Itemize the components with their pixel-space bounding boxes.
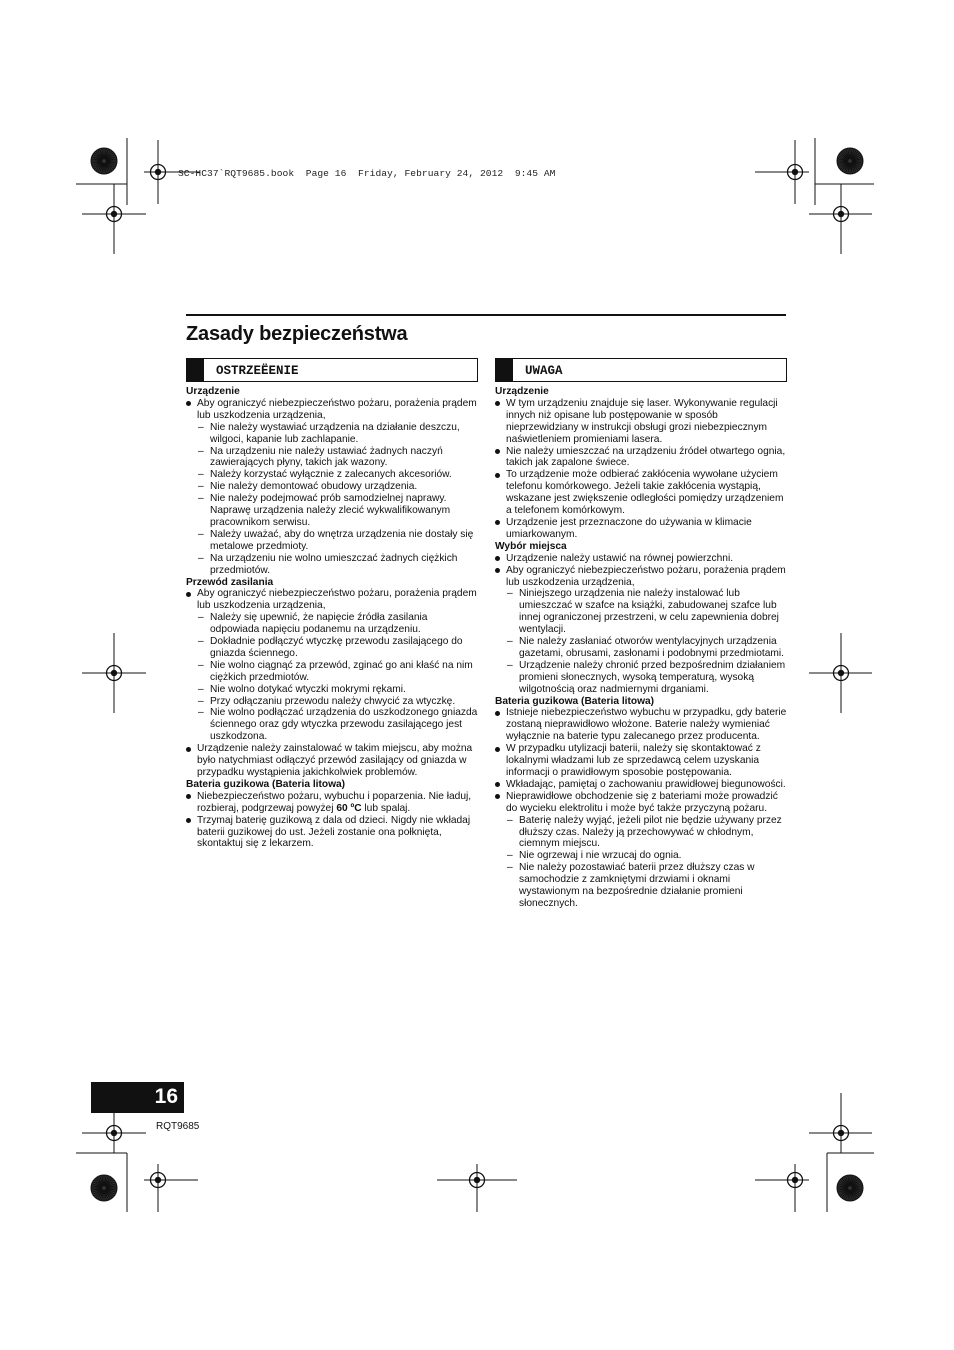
dash-icon: – [507, 862, 513, 874]
bullet-text: Aby ograniczyć niebezpieczeństwo pożaru, porażenia prądem lub uszkodzenia urządzenia, [197, 588, 477, 612]
dash-item [186, 707, 478, 743]
caution-column [495, 358, 787, 910]
dash-icon: – [507, 659, 513, 671]
bullet-item [186, 743, 478, 779]
dash-icon: – [507, 588, 513, 600]
dash-text: Nie wolno dotykać wtyczki mokrymi rękami. [210, 683, 406, 695]
bullet-item [495, 565, 787, 589]
section-heading: Bateria guzikowa (Bateria litowa) [186, 778, 346, 790]
dash-text: Nie należy zasłaniać otworów wentylacyjnych urządzenia gazetami, obrusami, zasłonami i podobnymi przedmiotami. [519, 636, 784, 659]
bullet-text: Urządzenie jest przeznaczone do używania w klimacie umiarkowanym. [506, 516, 752, 540]
bullet-text: W przypadku utylizacji baterii, należy się skontaktować z lokalnymi władzami lub ze sprzedawcą celem uzyskania informacji o prawidłowym sposobie postępowania. [506, 743, 761, 778]
section-heading: Bateria guzikowa (Bateria litowa) [495, 695, 655, 707]
bullet-icon [495, 794, 500, 799]
dash-text: Nie ogrzewaj i nie wrzucaj do ognia. [519, 850, 682, 862]
dash-icon: – [198, 636, 204, 648]
bullet-text: Urządzenie należy ustawić na równej powierzchni. [506, 552, 734, 564]
dash-icon: – [198, 707, 204, 719]
dash-icon: – [198, 683, 204, 695]
bullet-icon [186, 818, 191, 823]
bullet-item [495, 791, 787, 815]
bullet-text: Aby ograniczyć niebezpieczeństwo pożaru, porażenia prądem lub uszkodzenia urządzenia, [506, 564, 786, 588]
bullet-text: Nie należy umieszczać na urządzeniu źródeł otwartego ognia, takich jak zapalone świece. [506, 445, 786, 469]
bullet-text: To urządzenie może odbierać zakłócenia wywołane użyciem telefonu komórkowego. Jeżeli takie zakłócenia wystąpią, wskazane jest zwiększenie odległości pomiędzy urządzeniem a telefonem komórkowym. [506, 469, 784, 517]
bullet-text: Niebezpieczeństwo pożaru, wybuchu i poparzenia. Nie ładuj, rozbieraj, podgrzewaj powyżej [197, 790, 472, 814]
dash-item [495, 862, 787, 910]
dash-item [186, 553, 478, 577]
bullet-item [495, 707, 787, 743]
dash-icon: – [198, 493, 204, 505]
bullet-item [495, 398, 787, 446]
bullet-icon [186, 401, 191, 406]
page-number-box [91, 1082, 184, 1113]
dash-item [186, 696, 478, 708]
bullet-item [186, 791, 478, 815]
dash-icon: – [198, 445, 204, 457]
dash-item [495, 850, 787, 862]
dash-item [186, 422, 478, 446]
bullet-icon [495, 568, 500, 573]
dash-item [186, 493, 478, 529]
warning-header: OSTRZEËENIE [216, 364, 299, 378]
bullet-icon [495, 711, 500, 716]
caution-header: UWAGA [525, 364, 563, 378]
dash-icon: – [198, 659, 204, 671]
bullet-icon [186, 592, 191, 597]
bullet-text-tail: lub spalaj. [361, 802, 411, 814]
dash-text: Baterię należy wyjąć, jeżeli pilot nie będzie używany przez dłuższy czas. Należy ją przechowywać w chłodnym, ciemnym miejscu. [519, 814, 782, 850]
dash-icon: – [198, 421, 204, 433]
bullet-icon [495, 401, 500, 406]
dash-icon: – [198, 552, 204, 564]
model-code: RQT9685 [156, 1121, 200, 1132]
bullet-text: Urządzenie należy zainstalować w takim miejscu, aby można było natychmiast odłączyć przewód zasilający od gniazda w przypadku wystąpienia jakichkolwiek problemów. [197, 743, 473, 778]
dash-item [186, 529, 478, 553]
dash-icon: – [198, 612, 204, 624]
bullet-icon [186, 794, 191, 799]
bullet-text: Wkładając, pamiętaj o zachowaniu prawidłowej biegunowości. [506, 778, 786, 790]
bullet-text: Aby ograniczyć niebezpieczeństwo pożaru, porażenia prądem lub uszkodzenia urządzenia, [197, 397, 477, 421]
caution-header-box [495, 358, 787, 382]
bullet-icon [495, 782, 500, 787]
dash-text: Nie należy podejmować prób samodzielnej naprawy. Naprawę urządzenia należy zlecić wykwalifikowanym pracownikom serwisu. [210, 493, 451, 528]
dash-item [495, 636, 787, 660]
section-heading: Urządzenie [495, 386, 549, 397]
warning-header-box [186, 358, 478, 382]
dash-item [186, 446, 478, 470]
dash-item [495, 588, 787, 636]
dash-icon: – [198, 528, 204, 540]
dash-icon: – [507, 636, 513, 648]
dash-text: Urządzenie należy chronić przed bezpośrednim działaniem promieni słonecznych, wysoką temperaturą, wysoką wilgotnością oraz nadmiernymi drganiami. [519, 659, 786, 695]
dash-text: Nie wolno podłączać urządzenia do uszkodzonego gniazda ściennego oraz gdy wtyczka przewodu zasilającego jest uszkodzona. [210, 707, 478, 743]
dash-text: Nie wolno ciągnąć za przewód, zginać go ani kłaść na nim ciężkich przedmiotów. [210, 659, 473, 683]
dash-item [186, 684, 478, 696]
bullet-text: W tym urządzeniu znajduje się laser. Wykonywanie regulacji innych niż opisane lub postępowanie w sposób nieprzewidziany w instrukcji obsługi grozi niebezpiecznym naświetleniem promieniami lasera. [506, 397, 778, 445]
bullet-item [186, 588, 478, 612]
warning-column [186, 358, 478, 850]
section-heading: Przewód zasilania [186, 576, 274, 588]
dash-item [495, 815, 787, 851]
bullet-item [186, 398, 478, 422]
bullet-icon [495, 556, 500, 561]
page-title: Zasady bezpieczeństwa [186, 323, 408, 345]
bullet-item [186, 815, 478, 851]
title-rule [186, 314, 786, 316]
caution-content [495, 386, 787, 910]
dash-item [495, 660, 787, 696]
dash-text: Przy odłączaniu przewodu należy chwycić za wtyczkę. [210, 695, 456, 707]
bullet-icon [495, 520, 500, 525]
dash-text: Nie należy wystawiać urządzenia na działanie deszczu, wilgoci, kapanie lub zachlapanie. [210, 421, 460, 445]
dash-text: Na urządzeniu nie wolno umieszczać żadnych ciężkich przedmiotów. [210, 552, 458, 576]
section-heading: Wybór miejsca [495, 540, 567, 552]
dash-text: Nie należy pozostawiać baterii przez dłuższy czas w samochodzie z zamkniętymi drzwiami i oknami wystawionym na bezpośrednie działanie promieni słonecznych. [519, 862, 755, 909]
dash-icon: – [198, 481, 204, 493]
dash-item [186, 660, 478, 684]
bullet-icon [495, 747, 500, 752]
dash-item [186, 636, 478, 660]
dash-item [186, 612, 478, 636]
section-heading: Urządzenie [186, 386, 240, 397]
dash-item [186, 481, 478, 493]
bullet-item [495, 743, 787, 779]
bullet-icon [186, 747, 191, 752]
bullet-item [495, 446, 787, 470]
bullet-icon [495, 449, 500, 454]
dash-icon: – [198, 695, 204, 707]
warning-content [186, 386, 478, 850]
header-marker [187, 359, 204, 381]
bullet-item [495, 779, 787, 791]
book-header: SC-HC37`RQT9685.book Page 16 Friday, February 24, 2012 9:45 AM [178, 168, 556, 179]
bold-value: 60 ºC [336, 802, 362, 814]
dash-text: Należy się upewnić, że napięcie źródła zasilania odpowiada napięciu podanemu na urządzeniu. [210, 612, 428, 636]
bullet-icon [495, 473, 500, 478]
dash-text: Należy korzystać wyłącznie z zalecanych akcesoriów. [210, 469, 452, 481]
dash-icon: – [507, 814, 513, 826]
dash-icon: – [507, 850, 513, 862]
dash-text: Nie należy demontować obudowy urządzenia. [210, 481, 418, 493]
bullet-item [495, 553, 787, 565]
dash-text: Dokładnie podłączyć wtyczkę przewodu zasilającego do gniazda ściennego. [210, 636, 463, 659]
bullet-text: Trzymaj baterię guzikową z dala od dzieci. Nigdy nie wkładaj baterii guzikowej do ust. Jeżeli zostanie ona połknięta, skontaktuj się z lekarzem. [197, 814, 471, 850]
bullet-text: Nieprawidłowe obchodzenie się z bateriami może prowadzić do wycieku elektrolitu i może być także przyczyną pożaru. [506, 790, 778, 814]
bullet-text: Istnieje niebezpieczeństwo wybuchu w przypadku, gdy baterie zostaną nieprawidłowo włożone. Baterie należy wymieniać wyłącznie na baterie typu zalecanego przez producenta. [506, 707, 787, 743]
dash-text: Na urządzeniu nie należy ustawiać żadnych naczyń zawierających płyny, takich jak wazony. [210, 445, 443, 469]
dash-text: Należy uważać, aby do wnętrza urządzenia nie dostały się metalowe przedmioty. [210, 528, 474, 552]
dash-text: Niniejszego urządzenia nie należy instalować lub umieszczać w szafce na książki, zabudowanej szafce lub innej ograniczonej przestrzeni, w celu zapewnienia dobrej wentylacji. [519, 588, 779, 636]
header-marker [496, 359, 513, 381]
dash-icon: – [198, 469, 204, 481]
bullet-item [495, 469, 787, 517]
bullet-item [495, 517, 787, 541]
page-number: 16 [154, 1085, 178, 1108]
dash-item [186, 469, 478, 481]
